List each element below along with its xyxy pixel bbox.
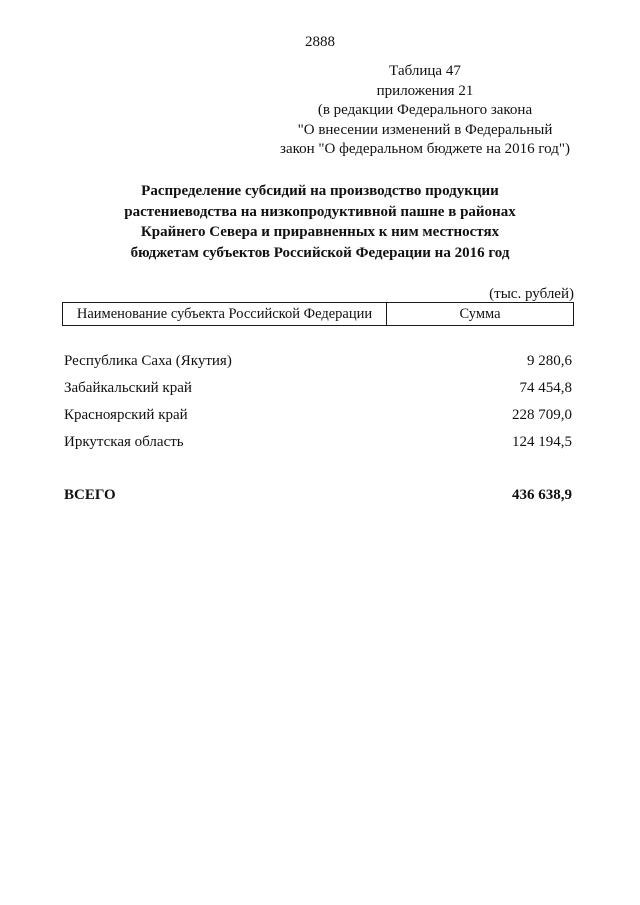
annex-line: Таблица 47 <box>389 63 461 79</box>
annex-line: приложения 21 <box>376 82 474 99</box>
annex-line: закон "О федеральном бюджете на 2016 год") <box>280 141 570 157</box>
table-row <box>64 352 572 379</box>
annex-reference <box>260 62 590 160</box>
total-label: ВСЕГО <box>64 487 116 503</box>
annex-line: "О внесении изменений в Федеральный <box>297 121 553 138</box>
region-name: Иркутская область <box>64 434 184 450</box>
annex-line: (в редакции Федерального закона <box>317 102 533 118</box>
table-header <box>62 302 574 326</box>
units-label: (тыс. рублей) <box>489 286 574 302</box>
region-name: Красноярский край <box>64 407 188 423</box>
region-name: Забайкальский край <box>64 380 192 396</box>
header-name-cell: Наименование субъекта Российской Федерации <box>63 303 387 325</box>
title-line: Распределение субсидий на производство продукции <box>141 183 499 199</box>
header-sum-cell: Сумма <box>459 305 501 322</box>
table-row <box>64 406 572 433</box>
region-name: Республика Саха (Якутия) <box>64 353 232 369</box>
region-sum: 74 454,8 <box>519 380 572 396</box>
title-line: бюджетам субъектов Российской Федерации на 2016 год <box>130 244 510 261</box>
page-number: 2888 <box>305 34 335 50</box>
region-sum: 228 709,0 <box>512 407 572 423</box>
document-title <box>80 181 560 263</box>
title-line: растениеводства на низкопродуктивной пашне в районах <box>124 203 516 220</box>
title-line: Крайнего Севера и приравненных к ним местностях <box>140 224 500 240</box>
table-row <box>64 379 572 406</box>
total-row <box>64 487 572 504</box>
table-body <box>64 352 572 460</box>
total-sum: 436 638,9 <box>512 487 572 503</box>
table-row <box>64 433 572 460</box>
region-sum: 124 194,5 <box>512 434 572 450</box>
region-sum: 9 280,6 <box>527 353 572 369</box>
